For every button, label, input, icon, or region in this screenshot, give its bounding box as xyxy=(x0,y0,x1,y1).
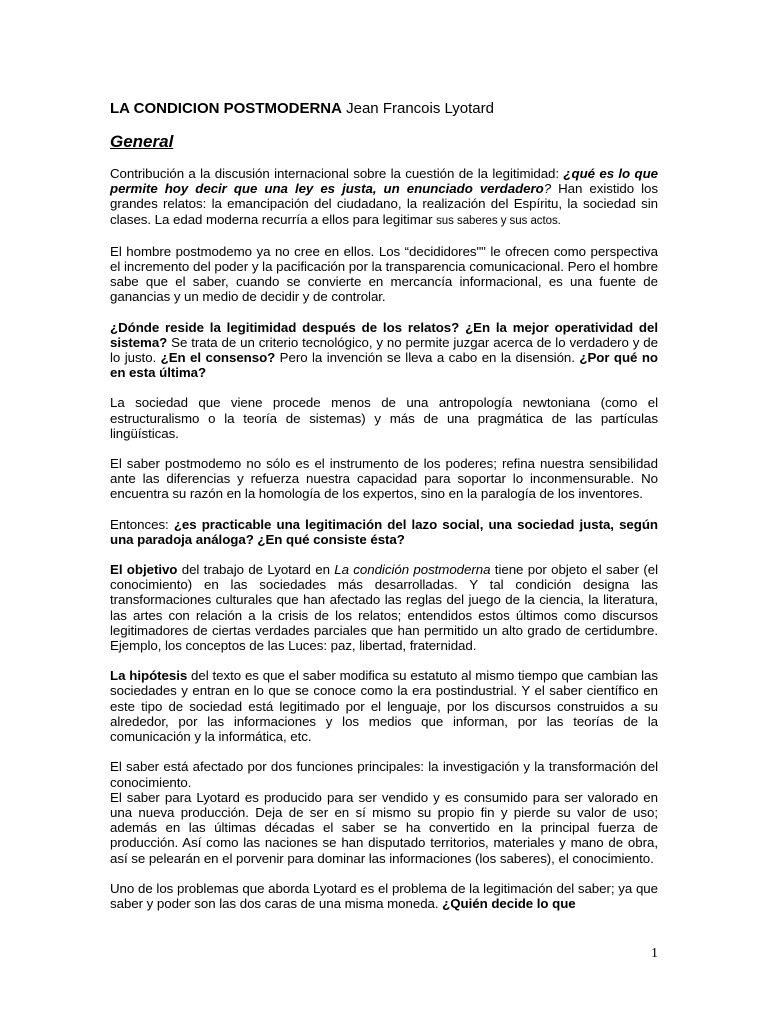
paragraph-1 xyxy=(110,166,658,229)
paragraph-5 xyxy=(110,456,658,502)
text-run: del texto es que el saber modifica su estatuto al mismo tiempo que cambian las sociedades y entran en lo que se conoce como la era postindustrial. Y el saber científico en este tipo de sociedad está legitimado por el lenguaje, por los discursos construidos a su alrededor, por las informaciones y los medios que informan, por las teorías de la comunicación y la informática, etc. xyxy=(110,668,658,745)
paragraph-11 xyxy=(110,881,658,911)
bold-run: ¿En el consenso? xyxy=(160,350,276,366)
document-page xyxy=(110,100,658,926)
bold-run: La hipótesis xyxy=(110,668,188,684)
paragraph-6 xyxy=(110,517,658,547)
paragraph-2 xyxy=(110,244,658,305)
paragraph-4 xyxy=(110,395,658,441)
text-run: Pero la invención se lleva a cabo en la disensión. xyxy=(275,350,580,366)
text-run: Entonces: xyxy=(110,516,174,532)
text-run: Contribución a la discusión internacional sobre la cuestión de la legitimidad: xyxy=(110,166,564,181)
italic-run: ? xyxy=(543,181,552,197)
bold-run: ¿Quién decide lo que xyxy=(442,895,576,911)
document-title xyxy=(110,100,658,118)
paragraph-10 xyxy=(110,790,658,866)
text-run: Uno de los problemas que aborda Lyotard es el problema de la legitimación del saber; ya que saber y poder son las dos caras de una misma moneda. xyxy=(110,880,658,911)
paragraph-7 xyxy=(110,562,658,653)
bold-run: El objetivo xyxy=(110,562,178,578)
section-heading: General xyxy=(110,132,174,151)
text-run: El saber está afectado por dos funciones principales: la investigación y la transformación del conocimiento. xyxy=(110,759,658,790)
text-run: Han existido los grandes relatos: la emancipación del ciudadano, la realización del Espíritu, la sociedad sin clases. La edad moderna recurría a ellos para legitimar xyxy=(110,181,658,227)
paragraph-3 xyxy=(110,320,658,381)
paragraph-9 xyxy=(110,759,658,789)
text-run: La sociedad que viene procede menos de una antropología newtoniana (como el estructuralismo o la teoría de sistemas) y más de una pragmática de las partículas lingüísticas. xyxy=(110,395,658,441)
page-number: 1 xyxy=(651,946,658,961)
text-run: El saber para Lyotard es producido para ser vendido y es consumido para ser valorado en una nueva producción. Deja de ser en sí mismo su propio fin y pierde su valor de uso; además en las últimas décadas el saber se ha convertido en la principal fuerza de producción. Así como las naciones se han disputado territorios, materiales y mano de obra, así se pelearán en el porvenir para dominar las informaciones (los saberes), el conocimiento. xyxy=(110,789,658,866)
bold-italic-run: ¿qué es lo que permite hoy decir que una ley es justa, un enunciado verdadero xyxy=(110,166,658,197)
document-title-bold: LA CONDICION POSTMODERNA xyxy=(110,100,342,117)
italic-run: La condición postmoderna xyxy=(334,562,491,578)
paragraph-8 xyxy=(110,668,658,744)
document-author: Jean Francois Lyotard xyxy=(341,100,494,117)
text-run: El saber postmodemo no sólo es el instrumento de los poderes; refina nuestra sensibilidad ante las diferencias y refuerza nuestra capacidad para soportar lo inconmensurable. No encuentra su razón en la homología de los expertos, sino en la paralogía de los inventores. xyxy=(110,456,658,502)
text-run: Se trata de un criterio tecnológico, y no permite juzgar acerca de lo verdadero y de lo justo. xyxy=(110,334,658,366)
text-run: tiene por objeto el saber (el conocimiento) en las sociedades más desarrolladas. Y tal condición designa las transformaciones culturales que han afectado las reglas del juego de la ciencia, la literatura, las artes con relación a la crisis de los relatos; entendidos estos últimos como discursos legitimadores de ciertas verdades parciales que han permitido un alto grado de certidumbre. Ejemplo, los conceptos de las Luces: paz, libertad, fraternidad. xyxy=(110,562,659,654)
bold-run: ¿Dónde reside la legitimidad después de los relatos? ¿En la mejor operatividad del sistema? xyxy=(110,319,658,350)
small-text-run: sus saberes y sus actos. xyxy=(436,214,561,227)
bold-run: ¿Por qué no en esta última? xyxy=(110,350,658,381)
text-run: del trabajo de Lyotard en xyxy=(177,562,335,578)
bold-run: ¿es practicable una legitimación del lazo social, una sociedad justa, según una paradoja análoga? ¿En qué consiste ésta? xyxy=(110,516,658,547)
text-run: El hombre postmodemo ya no cree en ellos. Los “decididores"" le ofrecen como perspectiva el incremento del poder y la pacificación por la transparencia comunicacional. Pero el hombre sabe que el saber, cuando se convierte en mercancía informacional, es una fuente de ganancias y un medio de decidir y de controlar. xyxy=(110,243,658,305)
